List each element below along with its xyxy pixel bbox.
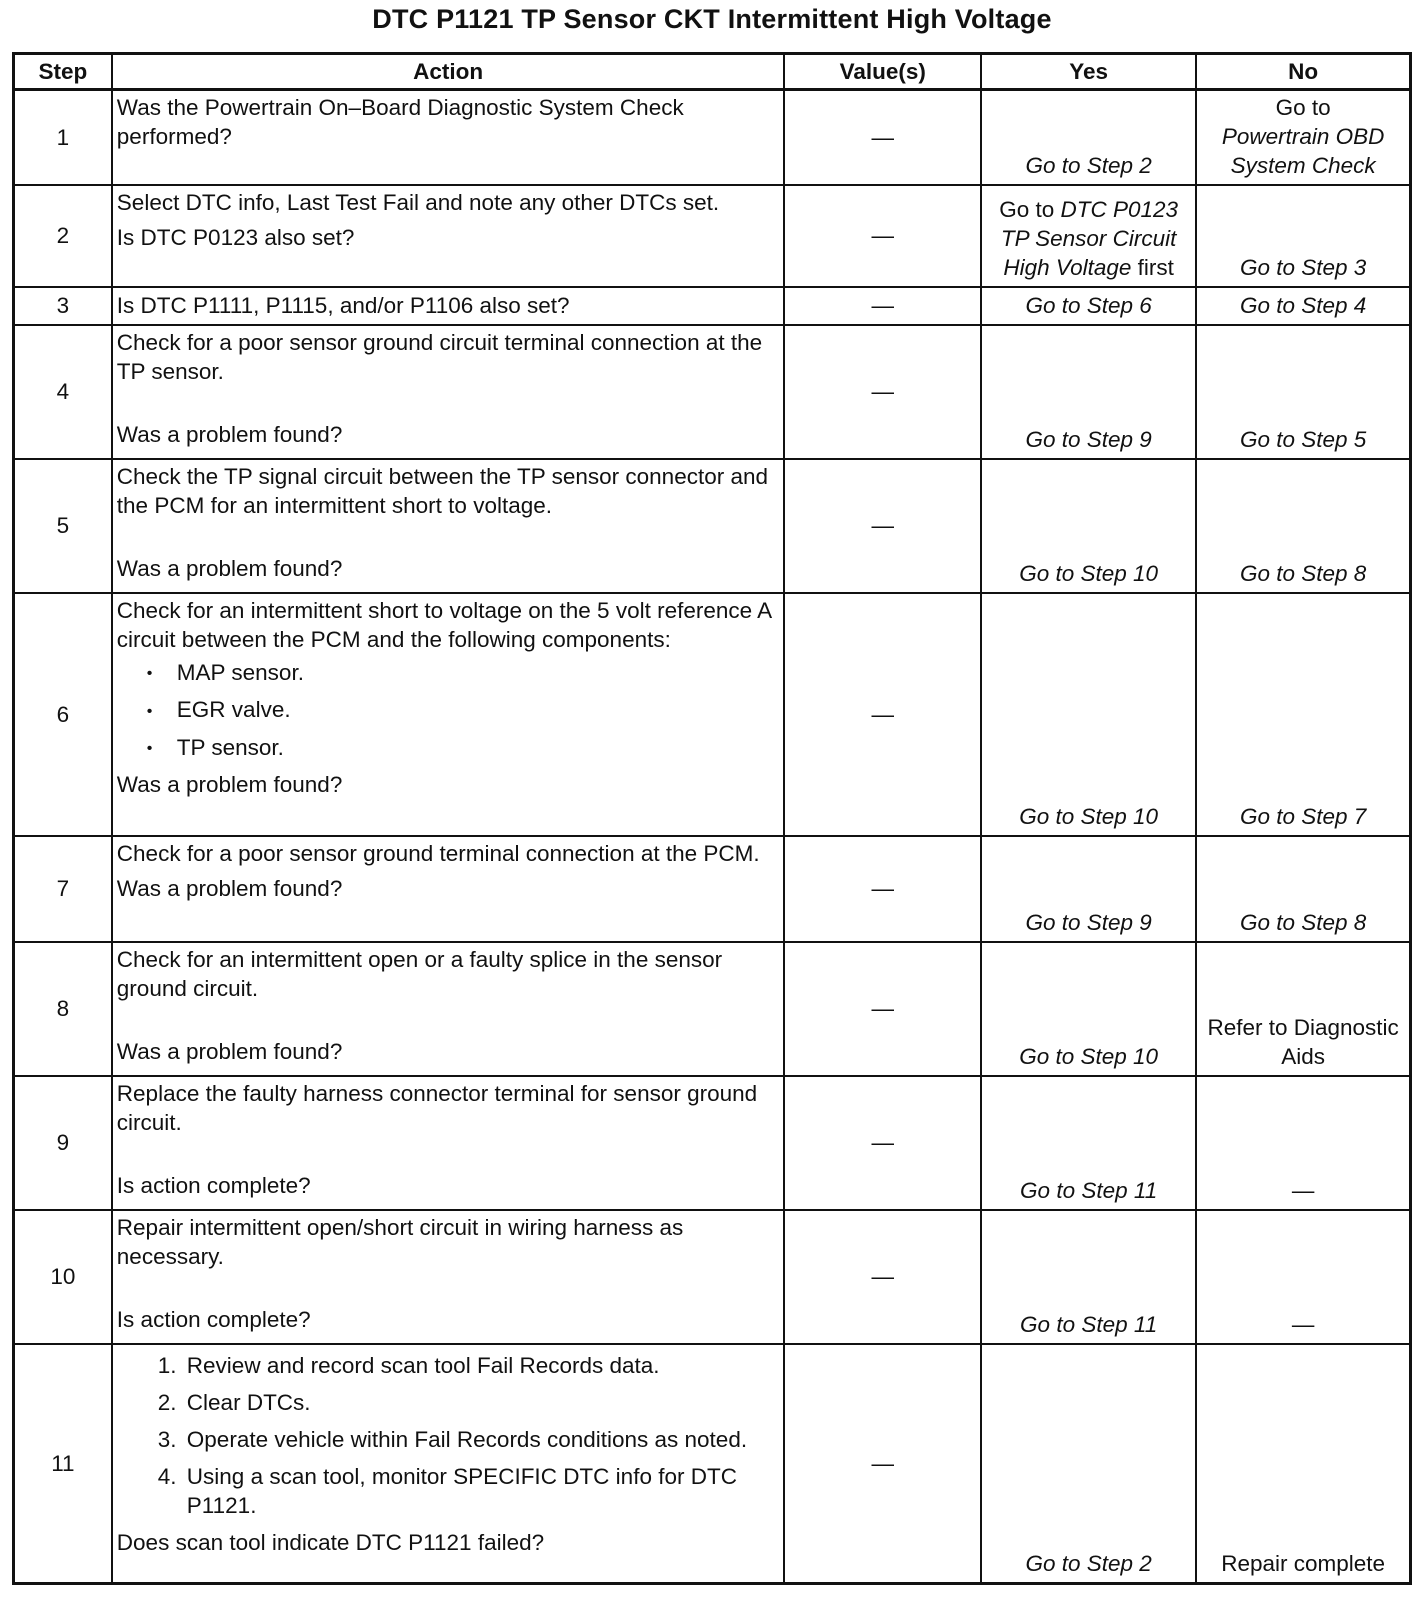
list-item: • EGR valve. — [147, 695, 778, 726]
yes-cell: Go to Step 10 — [981, 593, 1196, 836]
table-row-step-3 — [14, 287, 1411, 325]
table-row-step-9 — [14, 1076, 1411, 1210]
action-question: Is action complete? — [116, 1306, 311, 1332]
yes-cell: Go to Step 9 — [981, 836, 1196, 942]
value-cell: — — [784, 593, 981, 836]
yes-cell: Go to Step 11 — [981, 1210, 1196, 1344]
value-cell: — — [784, 325, 981, 459]
yes-cell: Go to Step 10 — [981, 459, 1196, 593]
action-question: Was a problem found? — [116, 875, 343, 901]
yes-link-text: DTC P0123 TP Sensor Circuit High Voltage — [1000, 196, 1179, 280]
table-row-step-8 — [14, 942, 1411, 1076]
action-text: Check for an intermittent short to voltage on the 5 volt reference A circuit between the PCM and the following components: — [116, 597, 771, 652]
list-item: 1. Review and record scan tool Fail Records data. — [183, 1351, 778, 1380]
list-item: 2. Clear DTCs. — [183, 1388, 778, 1417]
table-row-step-4 — [14, 325, 1411, 459]
value-cell: — — [784, 1076, 981, 1210]
step-number: 5 — [14, 459, 112, 593]
action-cell — [112, 459, 785, 593]
step-number: 9 — [14, 1076, 112, 1210]
table-row-step-6 — [14, 593, 1411, 836]
action-cell — [112, 287, 785, 325]
action-text: Check the TP signal circuit between the TP sensor connector and the PCM for an intermittent short to voltage. — [116, 463, 769, 518]
list-item: • TP sensor. — [147, 733, 778, 764]
action-cell — [112, 942, 785, 1076]
action-cell — [112, 1344, 785, 1584]
no-cell: Go to Step 4 — [1196, 287, 1410, 325]
list-item: 3. Operate vehicle within Fail Records conditions as noted. — [183, 1425, 778, 1454]
yes-prefix: Go to — [999, 196, 1055, 222]
value-cell: — — [784, 1344, 981, 1584]
header-action: Action — [112, 54, 785, 90]
action-text: Check for a poor sensor ground circuit terminal connection at the TP sensor. — [116, 329, 763, 384]
step-number: 8 — [14, 942, 112, 1076]
yes-cell: Go to Step 6 — [981, 287, 1196, 325]
value-cell: — — [784, 1210, 981, 1344]
action-cell — [112, 90, 785, 185]
header-step: Step — [14, 54, 112, 90]
header-yes: Yes — [981, 54, 1196, 90]
step-number: 11 — [14, 1344, 112, 1584]
yes-cell: Go to Step 10 — [981, 942, 1196, 1076]
action-question: Was a problem found? — [116, 1038, 343, 1064]
step-number: 7 — [14, 836, 112, 942]
yes-cell — [981, 185, 1196, 287]
step-number: 10 — [14, 1210, 112, 1344]
list-item: • MAP sensor. — [147, 658, 778, 689]
action-text: Check for a poor sensor ground terminal connection at the PCM. — [116, 840, 760, 866]
value-cell: — — [784, 459, 981, 593]
yes-suffix: first — [1137, 254, 1174, 280]
no-prefix: Go to — [1275, 94, 1331, 120]
no-cell: Go to Step 8 — [1196, 459, 1410, 593]
table-row-step-2 — [14, 185, 1411, 287]
action-text: Select DTC info, Last Test Fail and note any other DTCs set. — [116, 189, 720, 215]
action-text: Repair intermittent open/short circuit in wiring harness as necessary. — [116, 1214, 684, 1269]
table-row-step-7 — [14, 836, 1411, 942]
action-cell — [112, 1076, 785, 1210]
step-number: 2 — [14, 185, 112, 287]
action-cell — [112, 1210, 785, 1344]
action-question: Was a problem found? — [116, 555, 343, 581]
no-cell: Repair complete — [1196, 1344, 1410, 1584]
diagnostic-table — [12, 52, 1412, 1585]
step-number: 3 — [14, 287, 112, 325]
component-list — [117, 658, 778, 764]
yes-cell: Go to Step 2 — [981, 1344, 1196, 1584]
value-cell: — — [784, 185, 981, 287]
action-question: Is action complete? — [116, 1172, 311, 1198]
action-question: Was a problem found? — [116, 421, 343, 447]
header-no: No — [1196, 54, 1410, 90]
action-cell — [112, 325, 785, 459]
action-text: Replace the faulty harness connector terminal for sensor ground circuit. — [116, 1080, 758, 1135]
action-cell — [112, 593, 785, 836]
list-item: 4. Using a scan tool, monitor SPECIFIC DTC info for DTC P1121. — [183, 1462, 778, 1520]
action-question: Does scan tool indicate DTC P1121 failed? — [116, 1529, 545, 1555]
table-row-step-1 — [14, 90, 1411, 185]
no-link-text: Powertrain OBD System Check — [1221, 123, 1385, 178]
table-row-step-10 — [14, 1210, 1411, 1344]
no-cell: — — [1196, 1076, 1410, 1210]
step-number: 4 — [14, 325, 112, 459]
yes-cell: Go to Step 9 — [981, 325, 1196, 459]
step-number: 6 — [14, 593, 112, 836]
procedure-list — [117, 1351, 778, 1520]
no-cell: Go to Step 8 — [1196, 836, 1410, 942]
action-cell — [112, 185, 785, 287]
table-row-step-11 — [14, 1344, 1411, 1584]
no-cell: Go to Step 7 — [1196, 593, 1410, 836]
value-cell: — — [784, 836, 981, 942]
value-cell: — — [784, 287, 981, 325]
no-cell: Go to Step 3 — [1196, 185, 1410, 287]
no-cell: — — [1196, 1210, 1410, 1344]
value-cell: — — [784, 90, 981, 185]
no-cell: Refer to Diagnostic Aids — [1196, 942, 1410, 1076]
value-cell: — — [784, 942, 981, 1076]
header-row — [14, 54, 1411, 90]
action-text: Was the Powertrain On–Board Diagnostic System Check performed? — [116, 95, 684, 149]
yes-cell: Go to Step 2 — [981, 90, 1196, 185]
table-row-step-5 — [14, 459, 1411, 593]
action-text: Check for an intermittent open or a faulty splice in the sensor ground circuit. — [116, 946, 723, 1001]
action-question: Is DTC P0123 also set? — [116, 224, 355, 250]
action-question: Is DTC P1111, P1115, and/or P1106 also set? — [116, 293, 570, 318]
no-cell — [1196, 90, 1410, 185]
page-title: DTC P1121 TP Sensor CKT Intermittent High Voltage — [372, 4, 1052, 34]
action-question: Was a problem found? — [116, 772, 343, 798]
yes-cell: Go to Step 11 — [981, 1076, 1196, 1210]
no-cell: Go to Step 5 — [1196, 325, 1410, 459]
step-number: 1 — [14, 90, 112, 185]
header-values: Value(s) — [784, 54, 981, 90]
action-cell — [112, 836, 785, 942]
